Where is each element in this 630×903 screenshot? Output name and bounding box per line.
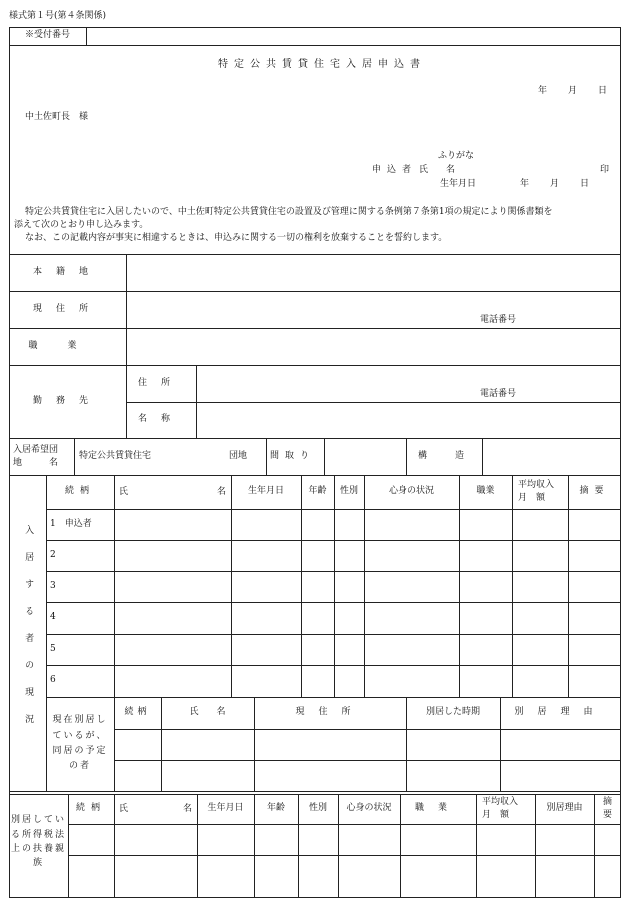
dep-col-relation: 続柄 bbox=[75, 803, 106, 814]
dep-col-income-2: 月 額 bbox=[482, 810, 510, 820]
dep-col-reason: 別居理由 bbox=[546, 803, 583, 814]
honseki-field[interactable] bbox=[130, 258, 615, 287]
divider bbox=[114, 475, 115, 697]
sep-col-when: 別居した時期 bbox=[425, 707, 480, 718]
layout-label: 間取り bbox=[270, 451, 316, 461]
resident-row-2: 2 bbox=[50, 549, 56, 560]
resident-row-1: 1 申込者 bbox=[50, 518, 92, 529]
honseki-label: 本籍地 bbox=[32, 266, 102, 277]
dep-col-dob: 生年月日 bbox=[207, 803, 244, 814]
desired-complex-suffix: 団地 bbox=[229, 451, 248, 461]
resident-row-3: 3 bbox=[50, 580, 56, 591]
col-name-shi: 氏 bbox=[119, 487, 129, 497]
dep-col-age: 年齢 bbox=[266, 803, 285, 814]
date-day: 日 bbox=[598, 86, 608, 96]
dob-year: 年 bbox=[520, 179, 530, 189]
divider bbox=[68, 855, 621, 856]
divider bbox=[594, 794, 595, 898]
date-month: 月 bbox=[568, 86, 578, 96]
workplace-address-label: 住所 bbox=[137, 377, 184, 388]
seal-mark: 印 bbox=[600, 165, 610, 175]
col-occupation: 職業 bbox=[476, 486, 495, 497]
dob-month: 月 bbox=[550, 179, 560, 189]
workplace-name-field[interactable] bbox=[200, 406, 615, 434]
address-label: 現住所 bbox=[32, 303, 102, 314]
col-income-1: 平均収入 bbox=[518, 480, 555, 490]
phone-label: 電話番号 bbox=[480, 315, 517, 325]
col-notes: 摘要 bbox=[579, 486, 610, 497]
occupation-label: 職業 bbox=[28, 340, 107, 351]
workplace-phone-label: 電話番号 bbox=[480, 389, 517, 399]
dep-col-notes-2: 要 bbox=[603, 810, 613, 820]
sep-col-relation: 続柄 bbox=[124, 707, 151, 718]
form-title: 特定公共賃貸住宅入居申込書 bbox=[218, 59, 426, 70]
desired-complex-prefix: 特定公共賃貸住宅 bbox=[79, 451, 152, 461]
dep-col-income-1: 平均収入 bbox=[482, 797, 519, 807]
divider bbox=[9, 438, 621, 439]
body-text-line-2: 添えて次のとおり申し込みます。 bbox=[14, 220, 149, 230]
divider bbox=[114, 760, 621, 761]
structure-label: 構造 bbox=[418, 451, 493, 461]
name-label: 氏 名 bbox=[419, 165, 456, 175]
divider bbox=[68, 824, 621, 825]
divider bbox=[9, 791, 621, 792]
date-year: 年 bbox=[538, 86, 548, 96]
col-relation: 続柄 bbox=[64, 486, 95, 497]
divider bbox=[266, 438, 267, 475]
dob-label: 生年月日 bbox=[440, 179, 477, 189]
body-text-line-3: なお、この記載内容が事実に相違するときは、申込みに関する一切の権利を放棄することを誓約します。 bbox=[25, 233, 448, 243]
dep-col-notes-1: 摘 bbox=[603, 797, 613, 807]
dep-col-sex: 性別 bbox=[308, 803, 327, 814]
resident-row-6: 6 bbox=[50, 675, 56, 686]
desired-complex-label-1: 入居希望団 bbox=[13, 445, 59, 455]
furigana-label: ふりがな bbox=[438, 151, 475, 161]
resident-row-5: 5 bbox=[50, 643, 56, 654]
dependents-label: 別居している所得税法上の扶養親族 bbox=[11, 815, 67, 869]
col-age: 年齢 bbox=[308, 486, 327, 497]
divider bbox=[324, 438, 325, 475]
col-name-mei: 名 bbox=[217, 487, 227, 497]
applicant-label: 申込者 bbox=[372, 165, 418, 175]
receipt-number-label: ※受付番号 bbox=[24, 30, 70, 41]
workplace-name-label: 名称 bbox=[137, 414, 184, 425]
resident-row-4: 4 bbox=[50, 612, 56, 623]
divider bbox=[86, 27, 87, 45]
divider bbox=[406, 438, 407, 475]
divider bbox=[114, 794, 115, 898]
sep-col-reason: 別居理由 bbox=[514, 707, 607, 718]
col-sex: 性別 bbox=[339, 486, 358, 497]
sep-col-address: 現住所 bbox=[295, 707, 365, 718]
addressee: 中土佐町長 様 bbox=[25, 112, 89, 122]
divider bbox=[9, 45, 621, 46]
dob-day: 日 bbox=[580, 179, 590, 189]
receipt-number-field[interactable] bbox=[88, 29, 618, 43]
dep-col-name-mei: 名 bbox=[183, 804, 193, 814]
address-field[interactable] bbox=[130, 293, 615, 311]
dep-col-occupation: 職業 bbox=[414, 803, 461, 814]
col-health: 心身の状況 bbox=[388, 486, 434, 497]
divider bbox=[114, 729, 621, 730]
workplace-label: 勤務先 bbox=[32, 395, 102, 406]
divider bbox=[126, 402, 621, 403]
sep-col-name: 氏 名 bbox=[189, 707, 226, 718]
form-number: 様式第１号(第４条関係) bbox=[9, 11, 107, 21]
desired-complex-label-2: 地 名 bbox=[13, 458, 59, 468]
divider bbox=[512, 475, 513, 697]
separate-label: 現在別居しているが、同居の予定の者 bbox=[52, 715, 108, 772]
divider bbox=[74, 438, 75, 475]
col-income-2: 月 額 bbox=[518, 493, 546, 503]
dep-col-name-shi: 氏 bbox=[119, 804, 129, 814]
dep-col-health: 心身の状況 bbox=[346, 803, 392, 814]
divider bbox=[46, 475, 47, 791]
divider bbox=[196, 365, 197, 438]
divider bbox=[476, 794, 477, 898]
col-dob: 生年月日 bbox=[247, 486, 284, 497]
occupation-field[interactable] bbox=[130, 332, 615, 361]
residents-side-label: 入居する者の現況 bbox=[23, 525, 34, 741]
body-text-line-1: 特定公共賃貸住宅に入居したいので、中土佐町特定公共賃貸住宅の設置及び管理に関する条例第７条第1項の規定により関係書類を bbox=[25, 207, 553, 217]
